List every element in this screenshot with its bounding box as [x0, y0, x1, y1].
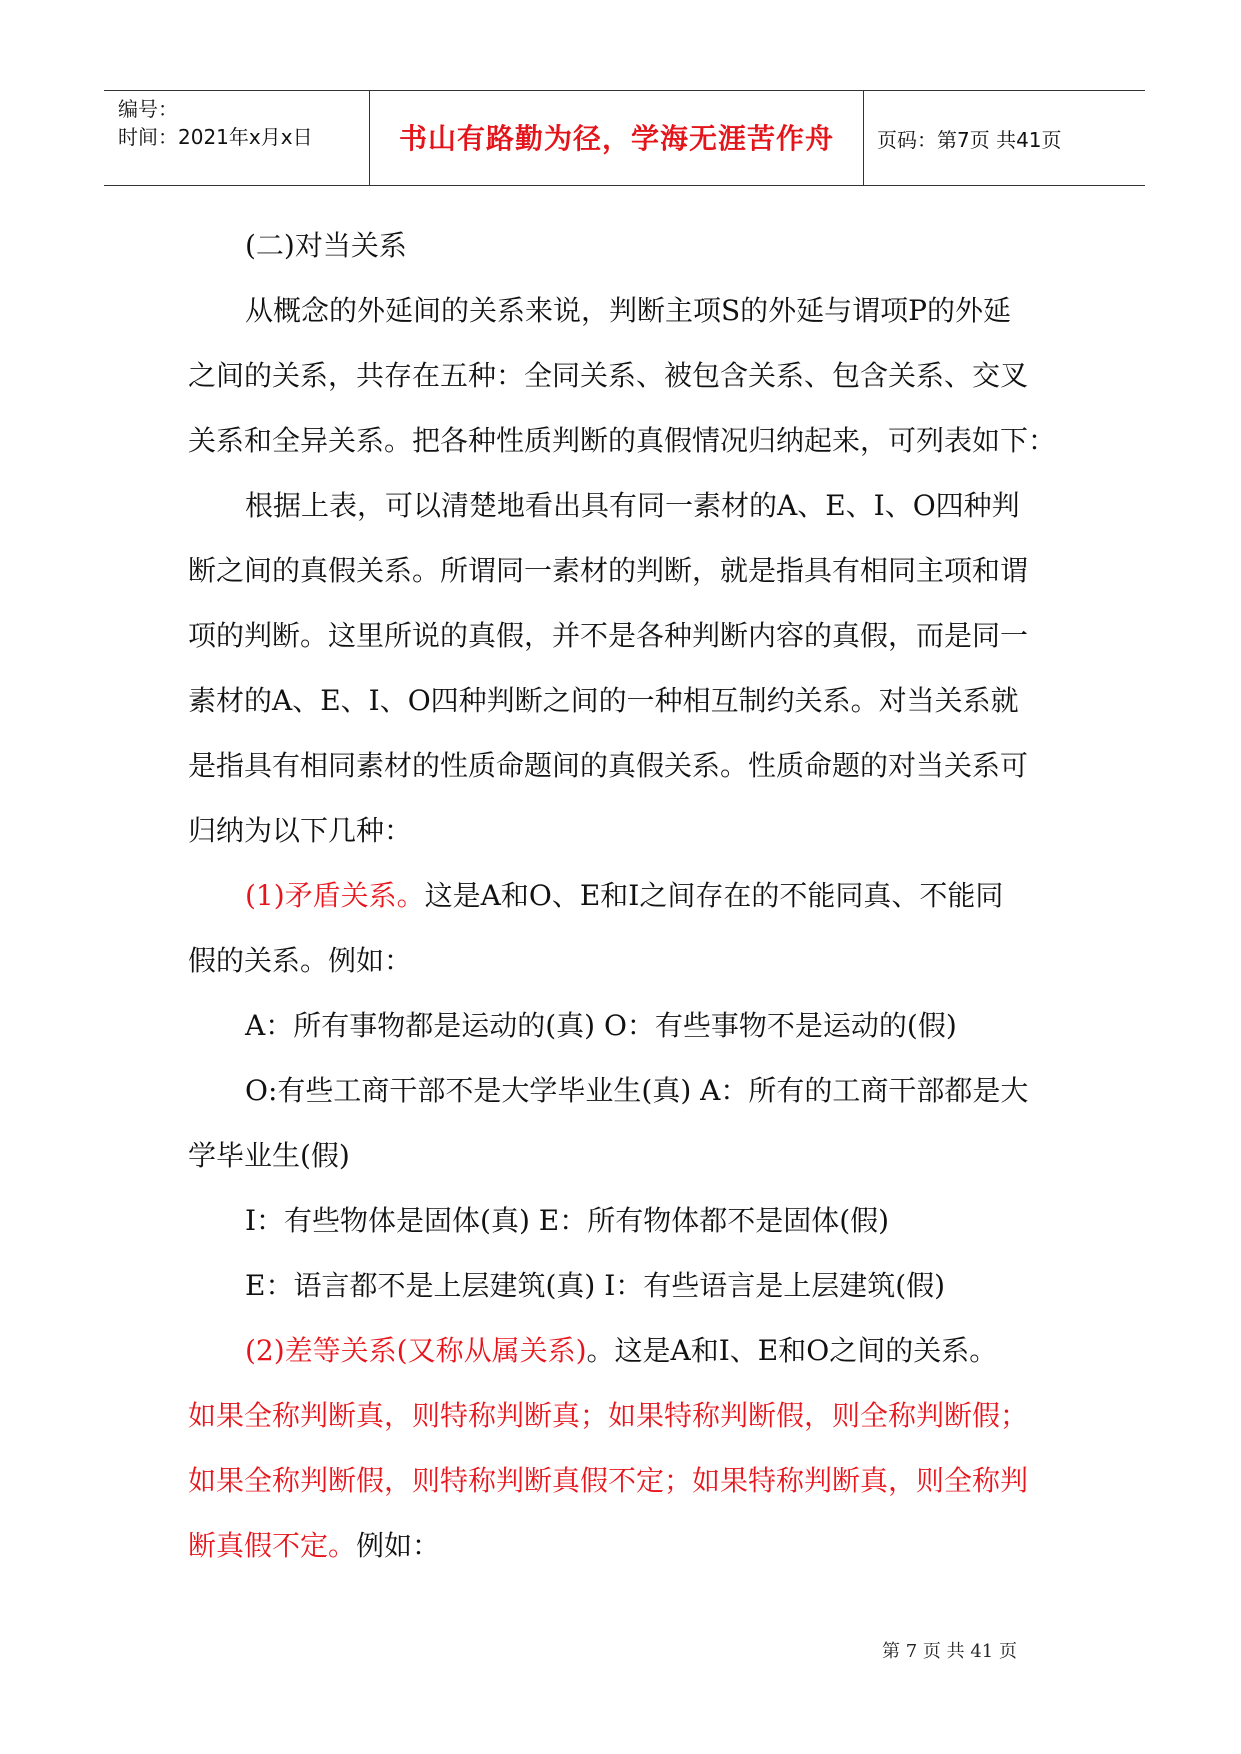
paragraph-line: 项的判断。这里所说的真假，并不是各种判断内容的真假，而是同一 — [188, 619, 1029, 652]
header-table — [104, 90, 1145, 186]
example-line: O:有些工商干部不是大学毕业生(真) A：所有的工商干部都是大 — [245, 1074, 1029, 1107]
paragraph-line: 归纳为以下几种： — [188, 814, 413, 847]
paragraph-line: 断之间的真假关系。所谓同一素材的判断，就是指具有相同主项和谓 — [188, 554, 1029, 587]
example-line: A：所有事物都是运动的(真) O：有些事物不是运动的(假) — [245, 1009, 957, 1042]
footer-page-info: 第 7 页 共 41 页 — [882, 1641, 1017, 1662]
paragraph-line: 如果全称判断假，则特称判断真假不定；如果特称判断真，则全称判 — [188, 1464, 1029, 1497]
header-page-code: 页码：第7页 共41页 — [877, 128, 1062, 152]
paragraph-line: 是指具有相同素材的性质命题间的真假关系。性质命题的对当关系可 — [188, 749, 1029, 782]
paragraph-line: 之间的关系，共存在五种：全同关系、被包含关系、包含关系、交叉 — [188, 359, 1029, 392]
example-line: I：有些物体是固体(真) E：所有物体都不是固体(假) — [245, 1204, 890, 1237]
doc-number-label: 编号： — [118, 97, 178, 121]
subordination-heading: (2)差等关系(又称从属关系) — [245, 1334, 587, 1367]
contradiction-heading: (1)矛盾关系。 — [245, 879, 425, 912]
paragraph-line: 根据上表，可以清楚地看出具有同一素材的A、E、I、O四种判 — [245, 489, 1020, 522]
paragraph-line: 从概念的外延间的关系来说，判断主项S的外延与谓项P的外延 — [245, 294, 1012, 327]
section-title: (二)对当关系 — [245, 229, 407, 262]
paragraph-line: 关系和全异关系。把各种性质判断的真假情况归纳起来，可列表如下： — [188, 424, 1057, 457]
paragraph-line — [188, 1528, 440, 1564]
header-left-cell — [104, 91, 369, 185]
header-right-cell — [863, 91, 1145, 185]
doc-time-label: 时间：2021年x月x日 — [118, 125, 313, 149]
paragraph-text: 这是A和O、E和I之间存在的不能同真、不能同 — [424, 879, 1004, 912]
paragraph-line: 假的关系。例如： — [188, 944, 413, 977]
paragraph-line — [245, 1333, 997, 1369]
paragraph-text: 例如： — [356, 1529, 441, 1562]
paragraph-text-red: 断真假不定。 — [188, 1529, 357, 1562]
paragraph-line: 素材的A、E、I、O四种判断之间的一种相互制约关系。对当关系就 — [188, 684, 1019, 717]
paragraph-line: 如果全称判断真，则特称判断真；如果特称判断假，则全称判断假； — [188, 1399, 1029, 1432]
example-line: E：语言都不是上层建筑(真) I：有些语言是上层建筑(假) — [245, 1269, 946, 1302]
example-line: 学毕业生(假) — [188, 1139, 350, 1172]
header-middle-cell — [369, 91, 864, 185]
paragraph-text: 。这是A和I、E和O之间的关系。 — [586, 1334, 998, 1367]
paragraph-line — [245, 878, 1003, 914]
header-motto: 书山有路勤为径，学海无涯苦作舟 — [398, 122, 834, 155]
